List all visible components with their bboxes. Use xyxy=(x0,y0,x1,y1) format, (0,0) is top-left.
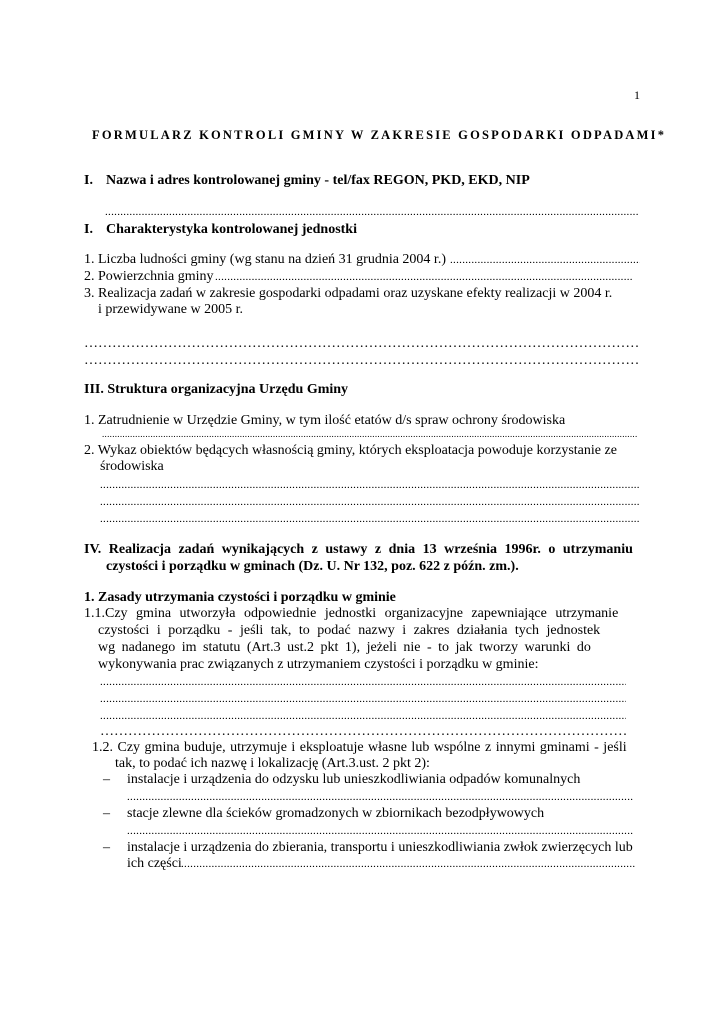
section1-number: I. xyxy=(84,173,93,188)
bullet-dash-3: – xyxy=(103,840,110,855)
bullet-1-fill xyxy=(127,791,633,803)
q12-line2: tak, to podać ich nazwę i lokalizację (Art.3.ust. 2 pkt 2): xyxy=(115,756,430,771)
section2-item3-line1: 3. Realizacja zadań w zakresie gospodarki odpadami oraz uzyskane efekty realizacji w 2004 r. xyxy=(84,286,613,301)
q11-line3: wg nadanego im statutu (Art.3 ust.2 pkt 1), jeżeli nie - to jak tworzy warunki do xyxy=(98,640,591,655)
q11-fill-4 xyxy=(100,724,626,740)
section2-heading: Charakterystyka kontrolowanej jednostki xyxy=(106,222,357,237)
section3-item2-fill-1 xyxy=(100,479,640,491)
section4-heading-line2: czystości i porządku w gminach (Dz. U. Nr 132, poz. 622 z późn. zm.). xyxy=(106,559,519,574)
bullet-3-fill xyxy=(181,858,636,870)
section3-item2-line1: 2. Wykaz obiektów będących własnością gminy, których eksploatacja powoduje korzystanie ze xyxy=(84,443,617,458)
section3-item1: 1. Zatrudnienie w Urzędzie Gminy, w tym ilość etatów d/s spraw ochrony środowiska xyxy=(84,413,566,428)
q11-fill-3 xyxy=(100,710,626,722)
bullet-3-line2: ich części xyxy=(127,856,182,871)
bullet-2-fill xyxy=(127,825,633,837)
section3-item1-fill xyxy=(102,430,638,439)
section1-heading: Nazwa i adres kontrolowanej gminy - tel/fax REGON, PKD, EKD, NIP xyxy=(106,173,530,188)
bullet-2: stacje zlewne dla ścieków gromadzonych w zbiornikach bezodpływowych xyxy=(127,806,545,821)
section4-sub1-heading: 1. Zasady utrzymania czystości i porządku w gminie xyxy=(84,590,396,605)
section2-item2: 2. Powierzchnia gminy xyxy=(84,269,214,284)
bullet-1: instalacje i urządzenia do odzysku lub unieszkodliwiania odpadów komunalnych xyxy=(127,772,581,787)
q12-line1: 1.2. Czy gmina buduje, utrzymuje i eksploatuje własne lub wspólne z innymi gminami - jeśli xyxy=(92,740,627,755)
section3-item2-fill-3 xyxy=(100,513,640,525)
q11-fill-1 xyxy=(100,676,626,688)
q11-line2: czystości i porządku - jeśli tak, to podać nazwy i zakres działania tych jednostek xyxy=(98,623,601,638)
section2-fill-line-2 xyxy=(84,353,638,369)
bullet-3: instalacje i urządzenia do zbierania, transportu i unieszkodliwiania zwłok zwierzęcych lub xyxy=(127,840,633,855)
q11-line4: wykonywania prac związanych z utrzymaniem czystości i porządku w gminie: xyxy=(98,657,539,672)
section2-item1: 1. Liczba ludności gminy (wg stanu na dzień 31 grudnia 2004 r.) xyxy=(84,252,446,267)
section1-fill-line xyxy=(105,206,638,218)
section4-heading-line1: IV. Realizacja zadań wynikających z ustawy z dnia 13 września 1996r. o utrzymaniu xyxy=(84,542,633,557)
section2-fill-line-1 xyxy=(84,336,638,352)
bullet-dash-2: – xyxy=(103,806,110,821)
page-title: FORMULARZ KONTROLI GMINY W ZAKRESIE GOSPODARKI ODPADAMI* xyxy=(92,128,667,142)
section2-item3-line2: i przewidywane w 2005 r. xyxy=(98,302,244,317)
q11-line1: 1.1.Czy gmina utworzyła odpowiednie jednostki organizacyjne zapewniające utrzymanie xyxy=(84,606,619,621)
section2-item2-fill xyxy=(215,271,633,283)
section2-number: I. xyxy=(84,222,93,237)
bullet-dash-1: – xyxy=(103,772,110,787)
section2-item1-fill xyxy=(450,254,640,266)
section3-item2-line2: środowiska xyxy=(100,459,164,474)
section3-heading: III. Struktura organizacyjna Urzędu Gminy xyxy=(84,382,349,397)
page-number: 1 xyxy=(634,88,640,102)
section3-item2-fill-2 xyxy=(100,496,640,508)
q11-fill-2 xyxy=(100,693,626,705)
